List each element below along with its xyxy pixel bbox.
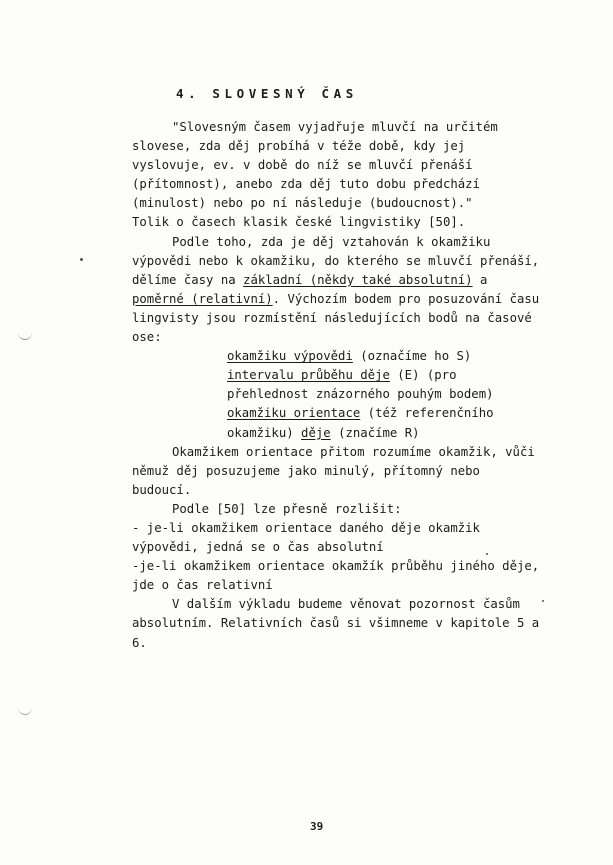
text-segment: (označíme ho S) [352, 349, 472, 364]
text-line: lingvisty jsou rozmístění následujících bodů na časové [132, 310, 532, 325]
text-segment: (též referenčního [360, 406, 494, 421]
text-line: výpovědi, jedná se o čas absolutní [132, 540, 384, 555]
page-number: 39 [310, 820, 324, 833]
text-segment: (značíme R) [330, 425, 420, 440]
body-text [132, 118, 572, 653]
text-line: (přítomnost), anebo zda děj tuto dobu předchází [132, 177, 480, 192]
scan-speck [80, 258, 83, 261]
text-segment: (E) (pro [389, 368, 457, 383]
scan-margin-mark [18, 700, 32, 715]
text-line: jde o čas relativní [132, 578, 273, 593]
text-line: Okamžikem orientace přitom rozumíme okamžik, vůči [172, 444, 535, 459]
text-line: budoucí. [132, 482, 192, 497]
text-line: němuž děj posuzujeme jako minulý, přítomný nebo [132, 463, 480, 478]
underlined-term: poměrné (relativní) [132, 291, 273, 306]
text-line: Podle toho, zda je děj vztahován k okamžiku [172, 234, 491, 249]
underlined-term: děje [301, 425, 331, 440]
text-line: ose: [132, 330, 162, 345]
text-line: -je-li okamžikem orientace okamžík průběhu jiného děje, [132, 559, 540, 574]
text-line [132, 366, 572, 385]
text-line: Tolik o časech klasik české lingvistiky [50]. [132, 215, 466, 230]
text-line: absolutním. Relativních časů si všimneme v kapitole 5 a [132, 616, 540, 631]
text-line: (minulost) nebo po ní následuje (budoucnost)." [132, 196, 473, 211]
underlined-term: základní (někdy také absolutní) [243, 272, 473, 287]
text-segment: okamžiku) [227, 425, 302, 440]
text-line: výpovědi nebo k okamžiku, do kterého se mluvčí přenáší, [132, 253, 540, 268]
text-line: "Slovesným časem vyjadřuje mluvčí na určitém [172, 120, 498, 134]
text-line: V dalším výkladu budeme věnovat pozornost časům [172, 597, 520, 612]
text-line [132, 347, 572, 366]
underlined-term: okamžiku výpovědi [227, 349, 353, 364]
text-line: vyslovuje, ev. v době do níž se mluvčí přenáší [132, 158, 473, 173]
scan-margin-mark [18, 325, 32, 340]
text-segment: a [472, 272, 488, 287]
text-line: Podle [50] lze přesně rozlišit: [172, 501, 402, 516]
text-line: přehlednost znázorného pouhým bodem) [227, 387, 494, 402]
text-line [132, 290, 572, 309]
text-segment: . Výchozím bodem pro posuzování času [272, 291, 540, 306]
underlined-term: intervalu průběhu děje [227, 368, 390, 383]
text-line: - je-li okamžikem orientace daného děje okamžik [132, 520, 480, 535]
text-line [132, 424, 572, 443]
text-line: 6. [132, 635, 147, 650]
text-line: slovese, zda děj probíhá v téže době, kdy jej [132, 139, 466, 154]
section-heading: 4. SLOVESNÝ ČAS [176, 86, 358, 101]
text-line [132, 271, 572, 290]
text-line [132, 404, 572, 423]
underlined-term: okamžiku orientace [227, 406, 361, 421]
text-segment: dělíme časy na [132, 272, 244, 287]
